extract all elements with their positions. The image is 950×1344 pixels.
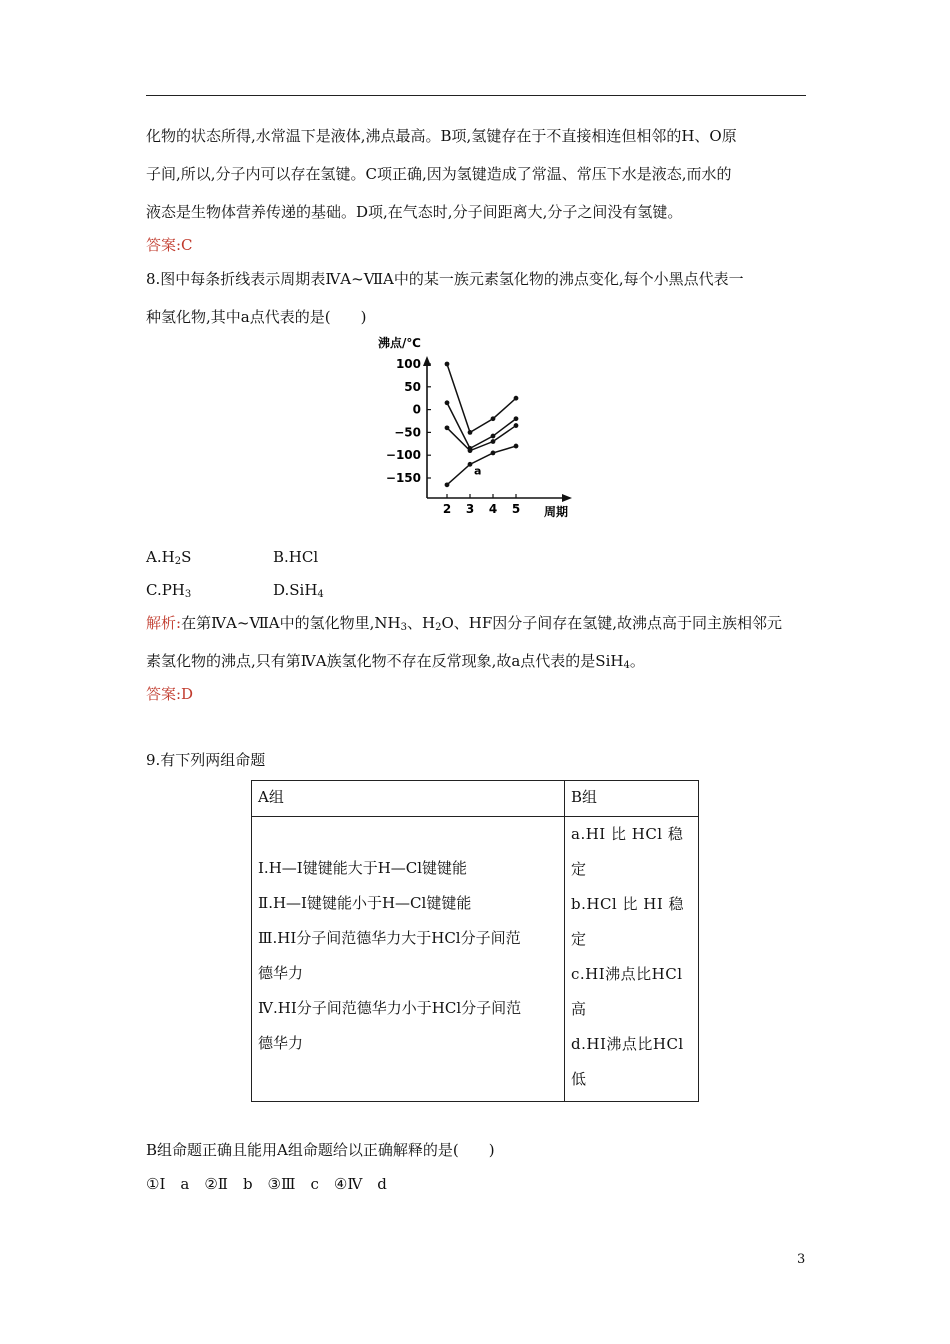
data-point [468, 430, 473, 435]
data-point [491, 434, 496, 439]
x-tick-label: 4 [488, 502, 498, 516]
data-point [445, 425, 450, 430]
a-group-cell [252, 817, 565, 1102]
x-tick-label: 2 [442, 502, 452, 516]
answer-8: 答案:D [146, 685, 194, 703]
question-8-line1: 8.图中每条折线表示周期表ⅣA~ⅦA中的某一族元素氢化物的沸点变化,每个小黑点代表一 [146, 270, 744, 288]
y-tick-label: −150 [385, 471, 421, 485]
series-line [447, 446, 516, 485]
a-item: Ⅳ.HI分子间范德华力小于HCl分子间范 [258, 999, 522, 1017]
data-point [468, 462, 473, 467]
analysis-line1: 解析:在第ⅣA~ⅦA中的氢化物里$,NH_3$、$H_2O$、HF因分子间存在氢键,故沸点高于同主族相邻元 [146, 614, 783, 633]
paragraph-line: 液态是生物体营养传递的基础。D项,在气态时,分子间距离大,分子之间没有氢键。 [146, 203, 683, 221]
paragraph-line: 子间,所以,分子内可以存在氢键。C项正确,因为氢键造成了常温、常压下水是液态,而水的 [146, 165, 732, 183]
point-a-label: a [474, 464, 482, 478]
data-point [468, 448, 473, 453]
option-d: D.SiH$_4$ [273, 581, 324, 600]
x-axis-arrow [562, 494, 572, 502]
data-point [445, 400, 450, 405]
x-tick-label: 3 [465, 502, 475, 516]
answer-7: 答案:C [146, 236, 193, 254]
b-item: 定 [571, 930, 587, 948]
data-point [445, 362, 450, 367]
propositions-table [251, 780, 699, 1102]
x-axis-label: 周期 [544, 505, 569, 519]
b-item: d.HI沸点比HCl [571, 1035, 684, 1053]
analysis-line2: 素氢化物的沸点,只有第ⅣA族氢化物不存在反常现象,故a点代表的是SiH$_4$。 [146, 652, 645, 671]
header-b: B组 [565, 781, 699, 817]
b-item: 高 [571, 1000, 587, 1018]
b-item: b.HCl 比 HI 稳 [571, 895, 685, 913]
header-a: A组 [252, 781, 565, 817]
series-line [447, 426, 516, 451]
a-item: 德华力 [258, 1034, 304, 1052]
option-c: $C.PH_3$ [146, 581, 192, 600]
y-tick-label: 50 [404, 379, 421, 394]
header-rule [146, 95, 806, 96]
y-axis-label: 沸点/℃ [378, 336, 421, 350]
y-tick-label: 100 [395, 357, 421, 371]
data-point [491, 439, 496, 444]
question-9-title: 9.有下列两组命题 [146, 751, 266, 769]
b-item: 低 [571, 1070, 587, 1088]
page-number: 3 [797, 1252, 806, 1267]
option-a: $A.H_2S$ [146, 548, 192, 567]
data-point [491, 451, 496, 456]
paragraph-line: 化物的状态所得,水常温下是液体,沸点最高。B项,氢键存在于不直接相连但相邻的H、O原 [146, 127, 737, 145]
x-tick-label: 5 [511, 502, 521, 516]
data-point [445, 482, 450, 487]
b-group-cell [565, 817, 699, 1102]
question-9-choices: ①Ⅰ a ②Ⅱ b ③Ⅲ c ④Ⅳ d [146, 1175, 387, 1193]
data-point [514, 396, 519, 401]
b-item: c.HI沸点比HCl [571, 965, 683, 983]
data-point [514, 416, 519, 421]
option-b: B.HCl [273, 548, 319, 566]
question-8-line2: 种氢化物,其中a点代表的是( ) [146, 308, 367, 326]
a-item: 德华力 [258, 964, 304, 982]
y-tick-label: −100 [385, 448, 421, 463]
b-item: 定 [571, 860, 587, 878]
a-item: Ⅰ.H—I键键能大于H—Cl键键能 [258, 859, 468, 877]
b-item: a.HI 比 HCl 稳 [571, 825, 684, 843]
data-point [491, 416, 496, 421]
data-point [514, 423, 519, 428]
data-point [514, 444, 519, 449]
y-tick-label: −50 [394, 425, 421, 440]
a-item: Ⅱ.H—I键键能小于H—Cl键键能 [258, 894, 472, 912]
y-tick-label: 0 [412, 402, 421, 417]
question-9-prompt: B组命题正确且能用A组命题给以正确解释的是( ) [146, 1141, 495, 1159]
boiling-point-chart [372, 330, 582, 520]
a-item: Ⅲ.HI分子间范德华力大于HCl分子间范 [258, 929, 521, 947]
